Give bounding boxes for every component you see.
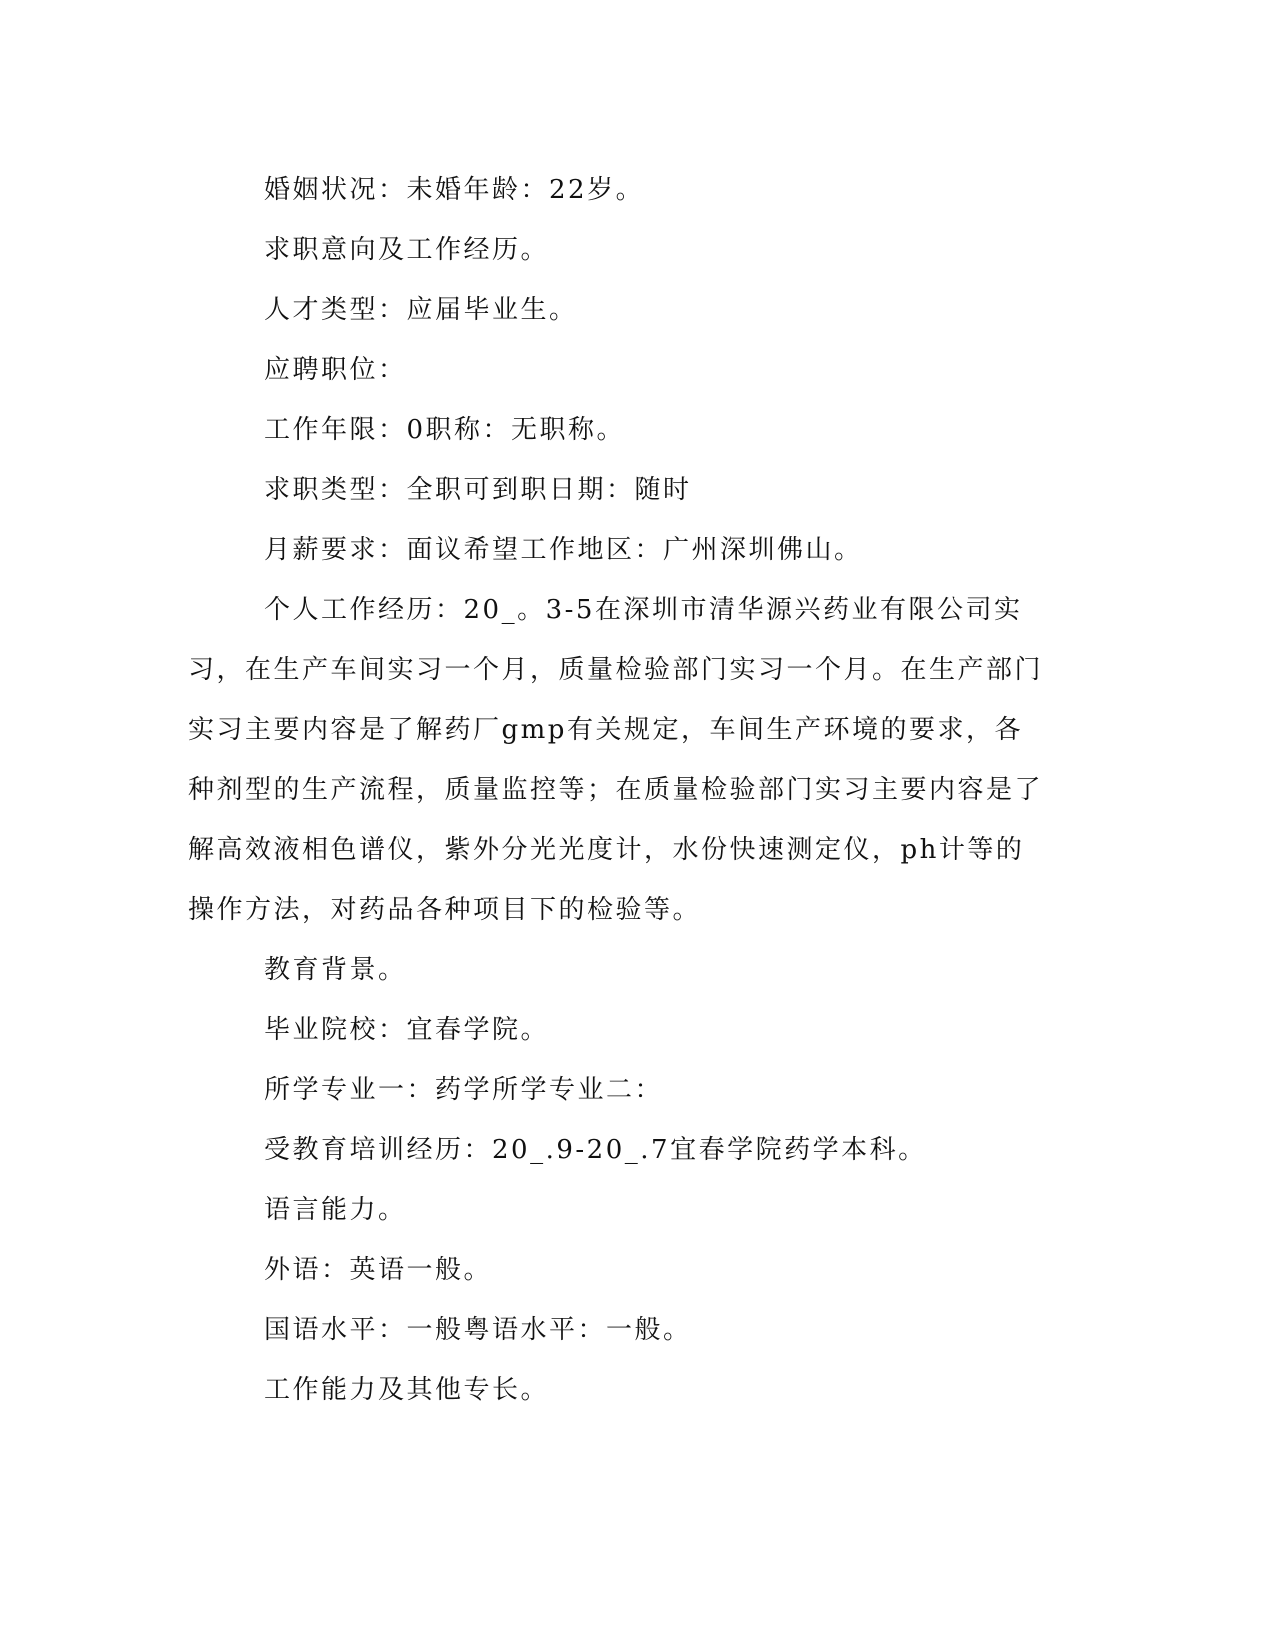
- marital-status-line: 婚姻状况：未婚年龄：22岁。: [264, 175, 645, 205]
- applied-position-line: 应聘职位：: [264, 355, 407, 385]
- school-line: 毕业院校：宜春学院。: [264, 1015, 550, 1045]
- job-type-line: 求职类型：全职可到职日期：随时: [264, 475, 692, 505]
- job-intention-heading: 求职意向及工作经历。: [264, 235, 550, 265]
- work-years-line: 工作年限：0职称：无职称。: [264, 415, 626, 445]
- training-history-line: 受教育培训经历：20_.9-20_.7宜春学院药学本科。: [264, 1135, 927, 1165]
- education-heading: 教育背景。: [264, 955, 407, 985]
- language-heading: 语言能力。: [264, 1195, 407, 1225]
- document-body: [188, 160, 1048, 1420]
- work-experience-paragraph: 个人工作经历：20_。3-5在深圳市清华源兴药业有限公司实习，在生产车间实习一个月，质量检验部门实习一个月。在生产部门实习主要内容是了解药厂gmp有关规定，车间生产环境的要求，各种剂型的生产流程，质量监控等；在质量检验部门实习主要内容是了解高效液相色谱仪，紫外分光光度计，水份快速测定仪，ph计等的操作方法，对药品各种项目下的检验等。: [188, 595, 1044, 925]
- major-line: 所学专业一：药学所学专业二：: [264, 1075, 664, 1105]
- talent-type-line: 人才类型：应届毕业生。: [264, 295, 578, 325]
- skills-heading: 工作能力及其他专长。: [264, 1375, 550, 1405]
- mandarin-cantonese-line: 国语水平：一般粤语水平：一般。: [264, 1315, 692, 1345]
- salary-location-line: 月薪要求：面议希望工作地区：广州深圳佛山。: [264, 535, 863, 565]
- foreign-language-line: 外语：英语一般。: [264, 1255, 493, 1285]
